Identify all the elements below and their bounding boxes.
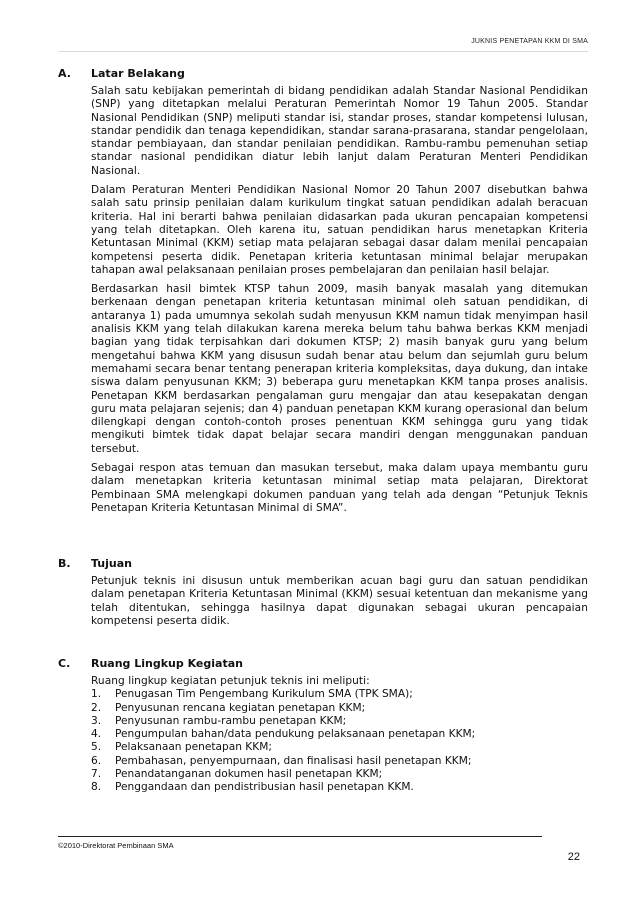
- list-item: [91, 715, 588, 728]
- section-letter: A.: [58, 67, 71, 80]
- section-title: Tujuan: [91, 557, 132, 570]
- list-text: Pengumpulan bahan/data pendukung pelaksanaan penetapan KKM;: [115, 728, 476, 741]
- list-item: [91, 741, 588, 754]
- list-item: [91, 781, 588, 794]
- list-number: 8.: [91, 781, 102, 794]
- section-latar-belakang: [58, 66, 588, 515]
- list-item: [91, 702, 588, 715]
- list-item: [91, 688, 588, 701]
- section-heading: [58, 656, 588, 671]
- footer-copyright: ©2010-Direktorat Pembinaan SMA: [58, 841, 174, 850]
- list-number: 1.: [91, 688, 102, 701]
- paragraph: Sebagai respon atas temuan dan masukan tersebut, maka dalam upaya membantu guru dalam menetapkan kriteria ketuntasan minimal setiap mata pelajaran, Direktorat Pembinaan SMA melengkapi dokumen panduan yang telah ada dengan “Petunjuk Teknis Penetapan Kriteria Ketuntasan Minimal di SMA”.: [91, 462, 588, 514]
- header-rule: [58, 51, 588, 52]
- list-text: Penggandaan dan pendistribusian hasil penetapan KKM.: [115, 781, 414, 794]
- list-text: Pelaksanaan penetapan KKM;: [115, 741, 272, 754]
- section-ruang-lingkup: [58, 656, 588, 795]
- paragraph: Dalam Peraturan Menteri Pendidikan Nasional Nomor 20 Tahun 2007 disebutkan bahwa salah satu prinsip penilaian dalam kurikulum tingkat satuan pendidikan adalah beracuan kriteria. Hal ini berarti bahwa penilaian didasarkan pada ukuran pencapaian kompetensi yang telah ditetapkan. Oleh karena itu, satuan pendidikan harus menetapkan Kriteria Ketuntasan Minimal (KKM) setiap mata pelajaran sebagai dasar dalam menilai pencapaian kompetensi peserta didik. Penetapan kriteria ketuntasan minimal belajar merupakan tahapan awal pelaksanaan penilaian proses pembelajaran dan penilaian hasil belajar.: [91, 184, 588, 276]
- section-title: Latar Belakang: [91, 67, 185, 80]
- list-text: Penandatanganan dokumen hasil penetapan KKM;: [115, 768, 383, 781]
- list-intro: Ruang lingkup kegiatan petunjuk teknis ini meliputi:: [91, 675, 370, 687]
- paragraph: Petunjuk teknis ini disusun untuk memberikan acuan bagi guru dan satuan pendidikan dalam penetapan Kriteria Ketuntasan Minimal (KKM) sesuai ketentuan dan mekanisme yang telah ditentukan, sehingga hasilnya dapat digunakan sebagai ukuran pencapaian kompetensi peserta didik.: [91, 575, 588, 627]
- footer-rule: [58, 836, 542, 837]
- page-number: 22: [567, 851, 580, 863]
- list-item: [91, 755, 588, 768]
- section-body: [91, 675, 588, 795]
- list-number: 3.: [91, 714, 102, 727]
- paragraph: Berdasarkan hasil bimtek KTSP tahun 2009, masih banyak masalah yang ditemukan berkenaan dengan penetapan kriteria ketuntasan minimal oleh satuan pendidikan, di antaranya 1) pada umumnya sekolah sudah menyusun KKM namun tidak menyimpan hasil analisis KKM yang telah dilakukan karena mereka belum tahu bahwa berkas KKM menjadi bagian yang tidak terpisahkan dari dokumen KTSP; 2) masih banyak guru yang belum mengetahui bahwa KKM yang disusun sudah benar atau belum dan sejumlah guru belum memahami secara benar tentang penerapan kriteria kompleksitas, daya dukung, dan intake siswa dalam penyusunan KKM; 3) beberapa guru menetapkan KKM tanpa proses analisis. Penetapan KKM berdasarkan pengalaman guru mengajar dan atau kesepakatan dengan guru mata pelajaran sejenis; dan 4) panduan penetapan KKM kurang operasional dan belum dilengkapi dengan contoh-contoh proses penentuan KKM sehingga guru yang tidak mengikuti bimtek tidak dapat belajar secara mandiri dengan menggunakan panduan tersebut.: [91, 283, 588, 455]
- section-tujuan: [58, 556, 588, 628]
- section-heading: [58, 556, 588, 571]
- scope-list: [91, 688, 588, 794]
- list-number: 4.: [91, 728, 102, 741]
- list-text: Penyusunan rencana kegiatan penetapan KKM;: [115, 701, 366, 714]
- list-number: 2.: [91, 701, 102, 714]
- section-body: [91, 575, 588, 628]
- list-number: 5.: [91, 741, 102, 754]
- section-title: Ruang Lingkup Kegiatan: [91, 657, 243, 670]
- list-number: 7.: [91, 768, 102, 781]
- section-body: [91, 85, 588, 515]
- section-letter: B.: [58, 557, 71, 570]
- section-heading: [58, 66, 588, 81]
- list-item: [91, 728, 588, 741]
- running-header: JUKNIS PENETAPAN KKM DI SMA: [471, 38, 588, 45]
- list-number: 6.: [91, 754, 102, 767]
- list-item: [91, 768, 588, 781]
- list-text: Penugasan Tim Pengembang Kurikulum SMA (TPK SMA);: [115, 688, 413, 701]
- section-letter: C.: [58, 657, 71, 670]
- paragraph: Salah satu kebijakan pemerintah di bidang pendidikan adalah Standar Nasional Pendidikan (SNP) yang ditetapkan melalui Peraturan Pemerintah Nomor 19 Tahun 2005. Standar Nasional Pendidikan (SNP) meliputi standar isi, standar proses, standar kompetensi lulusan, standar pendidik dan tenaga kependidikan, standar sarana-prasarana, standar pengelolaan, standar pembiayaan, dan standar penilaian pendidikan. Rambu-rambu pemenuhan setiap standar nasional pendidikan diatur lebih lanjut dalam Peraturan Menteri Pendidikan Nasional.: [91, 85, 588, 177]
- list-text: Pembahasan, penyempurnaan, dan finalisasi hasil penetapan KKM;: [115, 754, 472, 767]
- list-text: Penyusunan rambu-rambu penetapan KKM;: [115, 714, 347, 727]
